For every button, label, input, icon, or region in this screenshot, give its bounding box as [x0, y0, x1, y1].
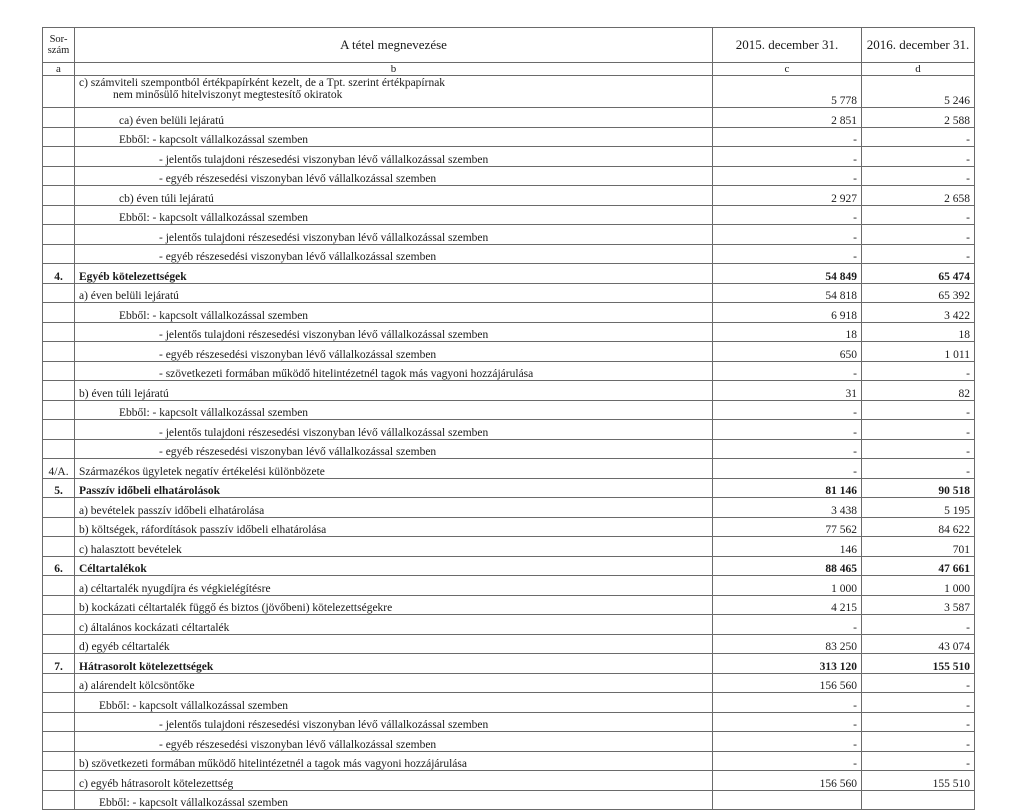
- table-row: [43, 76, 975, 108]
- value-2015: -: [713, 205, 862, 225]
- item-label: Passzív időbeli elhatárolások: [79, 485, 220, 497]
- table-row: [43, 712, 975, 732]
- letter-b: b: [75, 63, 713, 76]
- value-2016: 3 587: [862, 595, 975, 615]
- value-2016: -: [862, 439, 975, 459]
- row-number: [43, 225, 75, 245]
- item-label: Egyéb kötelezettségek: [79, 270, 187, 283]
- item-label: - jelentős tulajdoni részesedési viszonyban lévő vállalkozással szemben: [159, 426, 489, 439]
- value-2016: -: [862, 420, 975, 440]
- item-label: Ebből: - kapcsolt vállalkozással szemben: [119, 407, 309, 419]
- item-name: [75, 732, 713, 752]
- table-row: [43, 225, 975, 245]
- row-number: [43, 147, 75, 167]
- item-name: [75, 654, 713, 674]
- row-number: [43, 361, 75, 381]
- table-row: [43, 654, 975, 674]
- row-number: [43, 244, 75, 264]
- value-2016: 47 661: [862, 556, 975, 576]
- header-item-name: A tétel megnevezése: [75, 28, 713, 63]
- row-number: 4/A.: [43, 459, 75, 479]
- row-number: 7.: [43, 654, 75, 674]
- value-2015: -: [713, 166, 862, 186]
- value-2016: 2 658: [862, 186, 975, 206]
- value-2016: [862, 790, 975, 810]
- row-number: [43, 166, 75, 186]
- table-row: [43, 108, 975, 128]
- row-number: [43, 790, 75, 810]
- item-name: [75, 283, 713, 303]
- value-2015: -: [713, 361, 862, 381]
- column-letter-row: [43, 63, 975, 76]
- table-row: [43, 244, 975, 264]
- item-label: Származékos ügyletek negatív értékelési különbözete: [79, 465, 325, 478]
- item-label: Ebből: - kapcsolt vállalkozással szemben: [119, 212, 309, 224]
- value-2015: -: [713, 127, 862, 147]
- item-label: b) kockázati céltartalék függő és biztos (jövőbeni) kötelezettségekre: [79, 602, 393, 614]
- item-name: [75, 205, 713, 225]
- item-label: cb) éven túli lejáratú: [119, 192, 214, 205]
- table-row: [43, 381, 975, 401]
- table-row: [43, 771, 975, 791]
- value-2016: -: [862, 166, 975, 186]
- letter-c: c: [713, 63, 862, 76]
- row-number: [43, 205, 75, 225]
- item-name: [75, 537, 713, 557]
- row-number: [43, 634, 75, 654]
- value-2015: [713, 790, 862, 810]
- value-2015: 313 120: [713, 654, 862, 674]
- item-name: [75, 76, 713, 108]
- value-2015: 156 560: [713, 771, 862, 791]
- row-number: [43, 420, 75, 440]
- item-name: [75, 342, 713, 362]
- item-name: [75, 186, 713, 206]
- item-name: [75, 478, 713, 498]
- table-row: [43, 166, 975, 186]
- item-name: [75, 322, 713, 342]
- value-2015: -: [713, 420, 862, 440]
- item-label: - egyéb részesedési viszonyban lévő vállalkozással szemben: [159, 173, 437, 185]
- value-2015: -: [713, 400, 862, 420]
- header-2016: 2016. december 31.: [862, 28, 975, 63]
- row-number: [43, 283, 75, 303]
- item-name: [75, 108, 713, 128]
- value-2015: 2 851: [713, 108, 862, 128]
- item-name: [75, 127, 713, 147]
- row-number: [43, 342, 75, 362]
- row-number: [43, 576, 75, 596]
- row-number: [43, 76, 75, 108]
- item-name: [75, 361, 713, 381]
- value-2016: 43 074: [862, 634, 975, 654]
- row-number: [43, 693, 75, 713]
- value-2016: -: [862, 732, 975, 752]
- row-number: [43, 400, 75, 420]
- letter-d: d: [862, 63, 975, 76]
- value-2016: -: [862, 673, 975, 693]
- table-row: [43, 400, 975, 420]
- value-2016: -: [862, 615, 975, 635]
- item-label: c) halasztott bevételek: [79, 543, 182, 556]
- row-number: [43, 322, 75, 342]
- item-label: - jelentős tulajdoni részesedési viszonyban lévő vállalkozással szemben: [159, 719, 489, 731]
- table-row: [43, 264, 975, 284]
- value-2015: -: [713, 712, 862, 732]
- item-label: b) szövetkezeti formában működő hitelintézetnél a tagok más vagyoni hozzájárulása: [79, 758, 467, 770]
- table-row: [43, 303, 975, 323]
- row-number: 5.: [43, 478, 75, 498]
- item-label: - egyéb részesedési viszonyban lévő vállalkozással szemben: [159, 738, 437, 751]
- row-number: 4.: [43, 264, 75, 284]
- table-row: [43, 517, 975, 537]
- item-label: a) céltartalék nyugdíjra és végkielégítésre: [79, 582, 271, 595]
- table-row: [43, 615, 975, 635]
- row-number: [43, 439, 75, 459]
- table-row: [43, 673, 975, 693]
- item-name: [75, 556, 713, 576]
- table-body: [43, 76, 975, 810]
- row-number: [43, 771, 75, 791]
- row-number: [43, 127, 75, 147]
- value-2015: 6 918: [713, 303, 862, 323]
- value-2015: -: [713, 732, 862, 752]
- value-2016: -: [862, 459, 975, 479]
- value-2015: 77 562: [713, 517, 862, 537]
- item-label: Ebből: - kapcsolt vállalkozással szemben: [119, 134, 309, 146]
- table-row: [43, 790, 975, 810]
- item-name: [75, 712, 713, 732]
- value-2016: -: [862, 147, 975, 167]
- item-label: Ebből: - kapcsolt vállalkozással szemben: [99, 699, 289, 712]
- row-number: [43, 186, 75, 206]
- row-number: [43, 108, 75, 128]
- table-row: [43, 186, 975, 206]
- table-row: [43, 420, 975, 440]
- item-name: [75, 166, 713, 186]
- row-number: [43, 751, 75, 771]
- table-row: [43, 361, 975, 381]
- table-row: [43, 127, 975, 147]
- value-2016: 155 510: [862, 771, 975, 791]
- value-2015: -: [713, 439, 862, 459]
- item-name: [75, 771, 713, 791]
- item-label: b) éven túli lejáratú: [79, 387, 169, 400]
- table-row: [43, 732, 975, 752]
- table-row: [43, 322, 975, 342]
- item-name: [75, 634, 713, 654]
- item-name: [75, 420, 713, 440]
- item-label: - egyéb részesedési viszonyban lévő vállalkozással szemben: [159, 348, 437, 361]
- item-label: Céltartalékok: [79, 563, 147, 575]
- value-2016: -: [862, 244, 975, 264]
- item-label: - jelentős tulajdoni részesedési viszonyban lévő vállalkozással szemben: [159, 231, 489, 244]
- value-2016: 155 510: [862, 654, 975, 674]
- value-2015: 31: [713, 381, 862, 401]
- value-2015: 54 849: [713, 264, 862, 284]
- row-number: [43, 381, 75, 401]
- item-label: - egyéb részesedési viszonyban lévő vállalkozással szemben: [159, 251, 437, 263]
- table-row: [43, 283, 975, 303]
- value-2015: -: [713, 147, 862, 167]
- item-name: [75, 459, 713, 479]
- value-2016: 65 392: [862, 283, 975, 303]
- item-label: c) számviteli szempontból értékpapírként kezelt, de a Tpt. szerint értékpapírnak: [79, 77, 446, 89]
- row-number: [43, 537, 75, 557]
- value-2015: 156 560: [713, 673, 862, 693]
- item-label: a) bevételek passzív időbeli elhatárolása: [79, 504, 265, 517]
- value-2016: -: [862, 361, 975, 381]
- table-row: [43, 498, 975, 518]
- row-number: [43, 712, 75, 732]
- item-label: Ebből: - kapcsolt vállalkozással szemben: [99, 797, 289, 809]
- value-2015: 81 146: [713, 478, 862, 498]
- item-name: [75, 615, 713, 635]
- value-2015: 650: [713, 342, 862, 362]
- value-2016: 1 011: [862, 342, 975, 362]
- letter-a: a: [43, 63, 75, 76]
- item-label: d) egyéb céltartalék: [79, 641, 170, 653]
- value-2015: 3 438: [713, 498, 862, 518]
- value-2015: 83 250: [713, 634, 862, 654]
- row-number: [43, 732, 75, 752]
- table-row: [43, 595, 975, 615]
- table-row: [43, 147, 975, 167]
- table-row: [43, 342, 975, 362]
- table-row: [43, 537, 975, 557]
- value-2015: -: [713, 615, 862, 635]
- value-2016: 701: [862, 537, 975, 557]
- value-2015: 88 465: [713, 556, 862, 576]
- item-name: [75, 244, 713, 264]
- table-row: [43, 439, 975, 459]
- row-number: [43, 303, 75, 323]
- value-2015: -: [713, 459, 862, 479]
- item-name: [75, 400, 713, 420]
- value-2016: -: [862, 127, 975, 147]
- item-label: Hátrasorolt kötelezettségek: [79, 660, 214, 673]
- balance-sheet-table: [42, 27, 975, 810]
- value-2015: 146: [713, 537, 862, 557]
- item-name: [75, 693, 713, 713]
- table-row: [43, 556, 975, 576]
- value-2015: -: [713, 751, 862, 771]
- item-label: - jelentős tulajdoni részesedési viszonyban lévő vállalkozással szemben: [159, 153, 489, 166]
- row-number: [43, 517, 75, 537]
- value-2016: 18: [862, 322, 975, 342]
- row-number: 6.: [43, 556, 75, 576]
- value-2016: 1 000: [862, 576, 975, 596]
- item-label: - szövetkezeti formában működő hitelintézetnél tagok más vagyoni hozzájárulása: [159, 368, 534, 380]
- value-2016: 5 195: [862, 498, 975, 518]
- item-name: [75, 595, 713, 615]
- item-name: [75, 147, 713, 167]
- value-2015: 2 927: [713, 186, 862, 206]
- item-label: - jelentős tulajdoni részesedési viszonyban lévő vállalkozással szemben: [159, 329, 489, 341]
- item-name: [75, 576, 713, 596]
- item-name: [75, 225, 713, 245]
- table-row: [43, 634, 975, 654]
- table-row: [43, 693, 975, 713]
- value-2015: 18: [713, 322, 862, 342]
- value-2015: 5 778: [713, 76, 862, 108]
- value-2016: -: [862, 712, 975, 732]
- item-label: c) általános kockázati céltartalék: [79, 621, 230, 634]
- value-2016: -: [862, 400, 975, 420]
- table-row: [43, 459, 975, 479]
- row-number: [43, 595, 75, 615]
- header-row: [43, 28, 975, 63]
- item-label-continuation: nem minősülő hitelviszonyt megtestesítő okiratok: [113, 89, 343, 101]
- table-row: [43, 576, 975, 596]
- value-2016: -: [862, 751, 975, 771]
- item-name: [75, 439, 713, 459]
- value-2016: 84 622: [862, 517, 975, 537]
- item-label: a) alárendelt kölcsöntőke: [79, 680, 195, 692]
- table-row: [43, 205, 975, 225]
- value-2016: 5 246: [862, 76, 975, 108]
- item-label: a) éven belüli lejáratú: [79, 290, 179, 302]
- row-number: [43, 498, 75, 518]
- item-name: [75, 303, 713, 323]
- value-2015: -: [713, 225, 862, 245]
- item-name: [75, 790, 713, 810]
- table-row: [43, 478, 975, 498]
- item-label: b) költségek, ráfordítások passzív időbeli elhatárolása: [79, 524, 327, 536]
- item-name: [75, 381, 713, 401]
- item-label: ca) éven belüli lejáratú: [119, 114, 225, 127]
- item-label: - egyéb részesedési viszonyban lévő vállalkozással szemben: [159, 446, 437, 458]
- value-2016: 82: [862, 381, 975, 401]
- item-name: [75, 264, 713, 284]
- item-name: [75, 498, 713, 518]
- header-2015: 2015. december 31.: [713, 28, 862, 63]
- value-2016: 2 588: [862, 108, 975, 128]
- value-2015: -: [713, 244, 862, 264]
- table-row: [43, 751, 975, 771]
- row-number: [43, 615, 75, 635]
- item-name: [75, 673, 713, 693]
- header-row-number: Sor- szám: [43, 28, 75, 63]
- item-label: c) egyéb hátrasorolt kötelezettség: [79, 777, 234, 790]
- value-2016: -: [862, 205, 975, 225]
- value-2016: 3 422: [862, 303, 975, 323]
- item-name: [75, 517, 713, 537]
- value-2015: -: [713, 693, 862, 713]
- item-name: [75, 751, 713, 771]
- value-2016: 65 474: [862, 264, 975, 284]
- value-2016: -: [862, 693, 975, 713]
- item-label: Ebből: - kapcsolt vállalkozással szemben: [119, 309, 309, 322]
- value-2015: 4 215: [713, 595, 862, 615]
- value-2015: 54 818: [713, 283, 862, 303]
- row-number: [43, 673, 75, 693]
- value-2015: 1 000: [713, 576, 862, 596]
- value-2016: -: [862, 225, 975, 245]
- value-2016: 90 518: [862, 478, 975, 498]
